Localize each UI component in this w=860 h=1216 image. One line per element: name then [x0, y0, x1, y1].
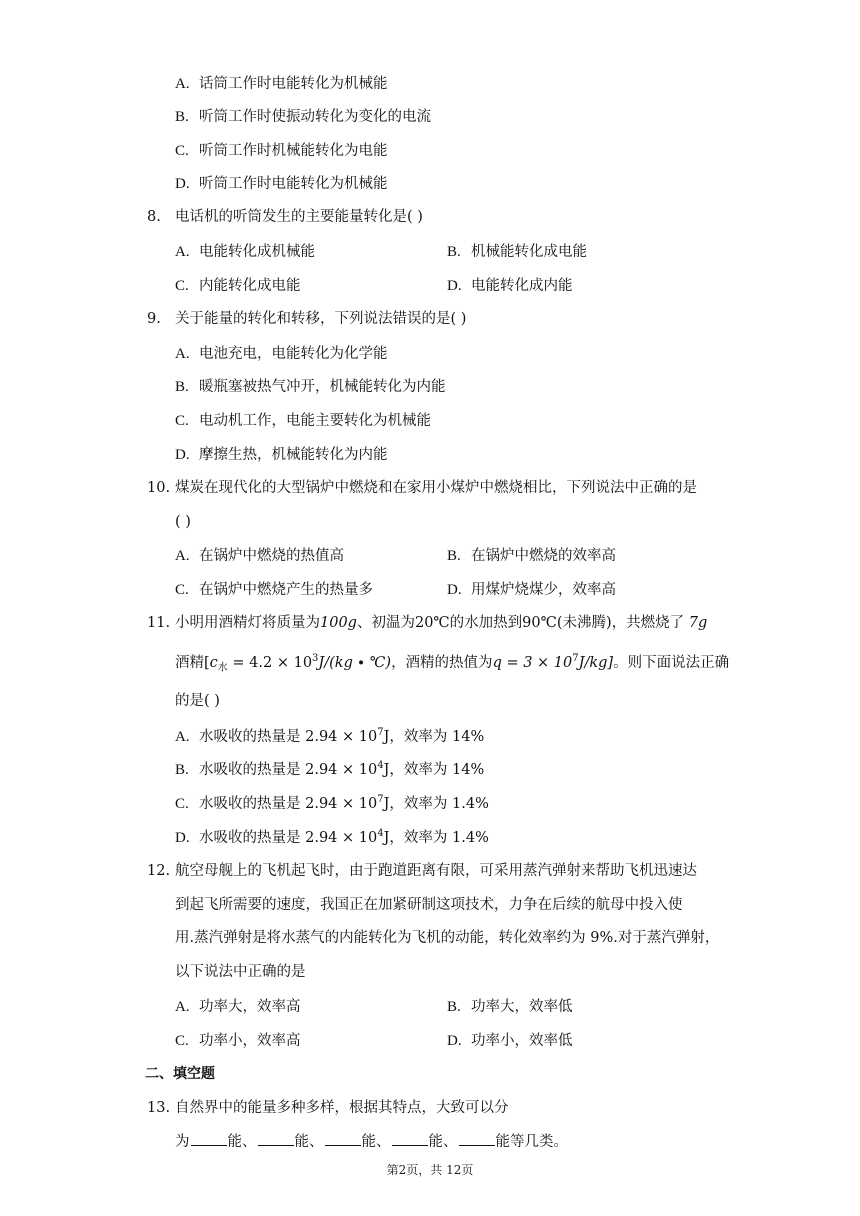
q7-option-c: C. 听筒工作时机械能转化为电能: [175, 143, 388, 159]
q12-option-c: C. 功率小，效率高: [175, 1033, 301, 1049]
q8-option-c: C. 内能转化成电能: [175, 278, 301, 294]
question-number: 11.: [147, 615, 171, 631]
section-heading-fill-in: 二、填空题: [145, 1066, 215, 1082]
q9-option-a: A. 电池充电，电能转化为化学能: [175, 346, 388, 362]
question-number: 13.: [147, 1100, 171, 1116]
answer-blank[interactable]: [191, 1131, 227, 1146]
q11-option-a: A. 水吸收的热量是 $2.94 \times 10^7J$，效率为 14%: [175, 727, 485, 745]
answer-blank[interactable]: [459, 1131, 495, 1146]
q10-option-c: C. 在锅炉中燃烧产生的热量多: [175, 582, 373, 598]
q7-option-b: B. 听筒工作时使振动转化为变化的电流: [175, 109, 431, 125]
page-footer: 第2页，共 12页: [386, 1163, 474, 1177]
q12-option-d: D. 功率小，效率低: [447, 1033, 573, 1049]
answer-blank[interactable]: [258, 1131, 294, 1146]
q10-option-a: A. 在锅炉中燃烧的热值高: [175, 548, 344, 564]
question-text: 关于能量的转化和转移，下列说法错误的是( ): [175, 311, 467, 327]
q9-option-c: C. 电动机工作，电能主要转化为机械能: [175, 413, 431, 429]
q11-option-d: D. 水吸收的热量是 $2.94 \times 10^4J$，效率为 1.4%: [175, 828, 489, 846]
q7-option-d: D. 听筒工作时电能转化为机械能: [175, 176, 388, 192]
question-number: 12.: [147, 863, 171, 879]
question-text: 小明用酒精灯将质量为100g、初温为20℃的水加热到90℃(未沸腾)，共燃烧了 7g: [175, 615, 708, 631]
q8-option-d: D. 电能转化成内能: [447, 278, 573, 294]
q9-option-d: D. 摩擦生热，机械能转化为内能: [175, 447, 388, 463]
question-number: 10.: [147, 480, 171, 496]
q12-option-b: B. 功率大，效率低: [447, 999, 573, 1015]
q11-option-c: C. 水吸收的热量是 $2.94 \times 10^7J$，效率为 1.4%: [175, 794, 489, 812]
q10-option-b: B. 在锅炉中燃烧的效率高: [447, 548, 616, 564]
question-number: 9.: [147, 311, 161, 327]
question-text: 煤炭在现代化的大型锅炉中燃烧和在家用小煤炉中燃烧相比，下列说法中正确的是: [175, 480, 697, 496]
q9-option-b: B. 暖瓶塞被热气冲开，机械能转化为内能: [175, 379, 446, 395]
answer-blank[interactable]: [392, 1131, 428, 1146]
question-number: 8.: [147, 209, 161, 225]
q8-option-b: B. 机械能转化成电能: [447, 244, 587, 260]
answer-blank[interactable]: [325, 1131, 361, 1146]
question-text: 航空母舰上的飞机起飞时，由于跑道距离有限，可采用蒸汽弹射来帮助飞机迅速达: [175, 863, 697, 879]
question-text: 电话机的听筒发生的主要能量转化是( ): [175, 209, 423, 225]
q7-option-a: A. 话筒工作时电能转化为机械能: [175, 76, 388, 92]
q12-option-a: A. 功率大，效率高: [175, 999, 301, 1015]
q10-option-d: D. 用煤炉烧煤少，效率高: [447, 582, 616, 598]
question-text: 自然界中的能量多种多样，根据其特点，大致可以分: [175, 1100, 509, 1116]
q11-option-b: B. 水吸收的热量是 $2.94 \times 10^4J$，效率为 14%: [175, 760, 485, 778]
q8-option-a: A. 电能转化成机械能: [175, 244, 315, 260]
